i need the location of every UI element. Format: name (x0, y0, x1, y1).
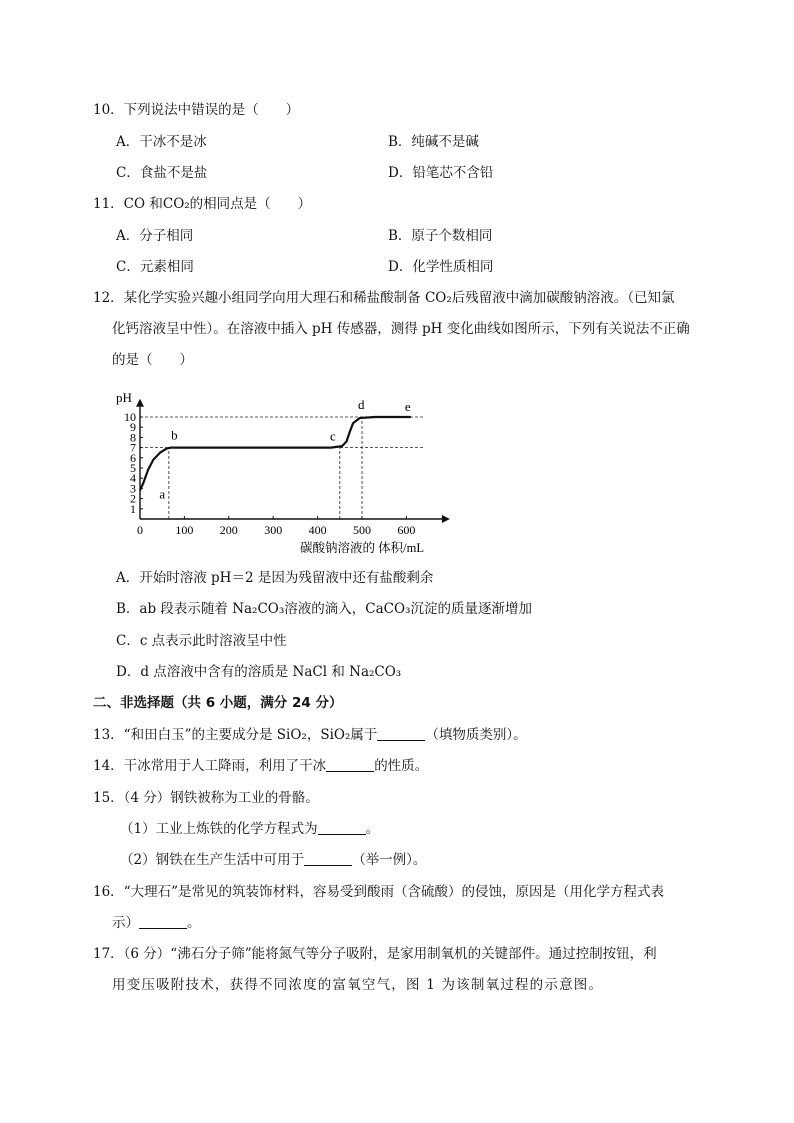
question-15-sub-2 (120, 850, 426, 870)
x-axis-arrow (442, 515, 450, 523)
q13-answer-blank[interactable] (377, 726, 425, 741)
point-label-d: d (358, 397, 365, 412)
x-tick-label: 400 (308, 523, 327, 537)
q15-sub2-answer-blank[interactable] (304, 851, 352, 866)
q10-option-a: A．干冰不是冰 (116, 134, 207, 150)
question-12-stem-line-3: 的是（ ） (112, 352, 193, 368)
q15-sub1-answer-blank[interactable] (318, 820, 366, 835)
q11-option-a: A．分子相同 (116, 228, 194, 244)
y-tick-label: 4 (130, 471, 136, 486)
q14-text-after: 的性质。 (374, 758, 429, 774)
tick-labels (124, 410, 415, 537)
x-tick-label: 500 (353, 523, 371, 537)
question-16-line-1: 16．“大理石”是常见的筑装饰材料，容易受到酸雨（含硫酸）的侵蚀，原因是（用化学方程式表 (93, 884, 664, 900)
q11-option-c: C．元素相同 (116, 259, 194, 275)
q16-answer-blank[interactable] (139, 914, 187, 929)
question-11-stem: 11．CO 和CO₂的相同点是（ ） (93, 196, 312, 212)
question-16-line-2 (112, 913, 201, 933)
point-label-b: b (171, 427, 178, 443)
q12-option-a: A．开始时溶液 pH＝2 是因为残留液中还有盐酸剩余 (116, 570, 434, 586)
x-tick-label: 100 (175, 523, 194, 537)
reference-lines (140, 417, 424, 519)
q10-option-d: D．铅笔芯不含铅 (388, 165, 494, 181)
point-label-c: c (330, 428, 336, 444)
q12-option-d: D．d 点溶液中含有的溶质是 NaCl 和 Na₂CO₃ (116, 664, 402, 680)
point-label-e: e (404, 399, 411, 414)
q12-option-c: C．c 点表示此时溶液呈中性 (116, 633, 287, 649)
q15-sub2-before: （2）钢铁在生产生活中可用于 (120, 852, 305, 868)
question-12-stem-line-1: 12．某化学实验兴趣小组同学向用大理石和稀盐酸制备 CO₂后残留液中滴加碳酸钠溶液。（已知氯 (93, 290, 675, 306)
question-17-line-1: 17．（6 分）“沸石分子筛”能将氮气等分子吸附，是家用制氧机的关键部件。通过控制按钮，利 (93, 946, 657, 962)
y-tick-label: 5 (130, 461, 136, 475)
x-tick-label: 200 (219, 523, 238, 537)
ph-curve-line (140, 417, 411, 490)
y-tick-label: 8 (130, 430, 136, 445)
q16-line2-before: 示） (112, 915, 139, 931)
q10-option-b: B．纯碱不是碱 (388, 134, 479, 150)
q13-text-before: 13．“和田白玉”的主要成分是 SiO₂，SiO₂属于 (93, 727, 378, 743)
q14-text-before: 14．干冰常用于人工降雨，利用了干冰 (93, 758, 327, 774)
x-tick-label: 300 (264, 523, 283, 537)
q16-line2-after: 。 (187, 915, 201, 931)
q14-answer-blank[interactable] (326, 757, 374, 772)
point-label-a: a (159, 486, 166, 502)
y-tick-label: 1 (130, 501, 136, 516)
q13-text-after: （填物质类别）。 (425, 727, 527, 743)
q11-option-d: D．化学性质相同 (388, 259, 494, 275)
y-axis-label: pH (116, 390, 132, 405)
question-15-sub-1 (120, 819, 379, 839)
y-tick-label: 7 (130, 440, 136, 455)
question-17-line-2: 用变压吸附技术，获得不同浓度的富氧空气，图 1 为该制氧过程的示意图。 (112, 977, 604, 993)
x-axis-label: 碳酸钠溶液的 体积/mL (300, 541, 424, 555)
ph-curve (140, 417, 411, 490)
q10-option-c: C．食盐不是盐 (116, 165, 208, 181)
q11-option-b: B．原子个数相同 (388, 228, 493, 244)
y-tick-label: 2 (130, 491, 136, 506)
q15-sub1-before: （1）工业上炼铁的化学方程式为 (120, 821, 318, 837)
y-tick-label: 3 (130, 481, 136, 496)
x-tick-label: 0 (137, 523, 143, 537)
x-tick-label: 600 (397, 523, 416, 537)
question-13 (93, 725, 527, 745)
question-14 (93, 756, 428, 776)
question-15-stem: 15．（4 分）钢铁被称为工业的骨骼。 (93, 790, 319, 806)
y-tick-label: 9 (130, 420, 136, 435)
point-labels (159, 397, 411, 501)
question-12-stem-line-2: 化钙溶液呈中性）。在溶液中插入 pH 传感器，测得 pH 变化曲线如图所示，下列有关说法不正确 (112, 321, 690, 337)
y-tick-label: 10 (124, 410, 136, 424)
q15-sub2-after: （举一例）。 (352, 852, 427, 868)
section-2-title: 二、非选择题（共 6 小题，满分 24 分） (93, 695, 343, 711)
y-tick-label: 6 (130, 450, 136, 465)
q12-option-b: B．ab 段表示随着 Na₂CO₃溶液的滴入，CaCO₃沉淀的质量逐渐增加 (116, 601, 532, 617)
question-10-stem: 10．下列说法中错误的是（ ） (93, 102, 300, 118)
ph-curve-chart (108, 384, 453, 559)
y-axis-arrow (136, 399, 144, 407)
q15-sub1-after: 。 (365, 821, 380, 837)
